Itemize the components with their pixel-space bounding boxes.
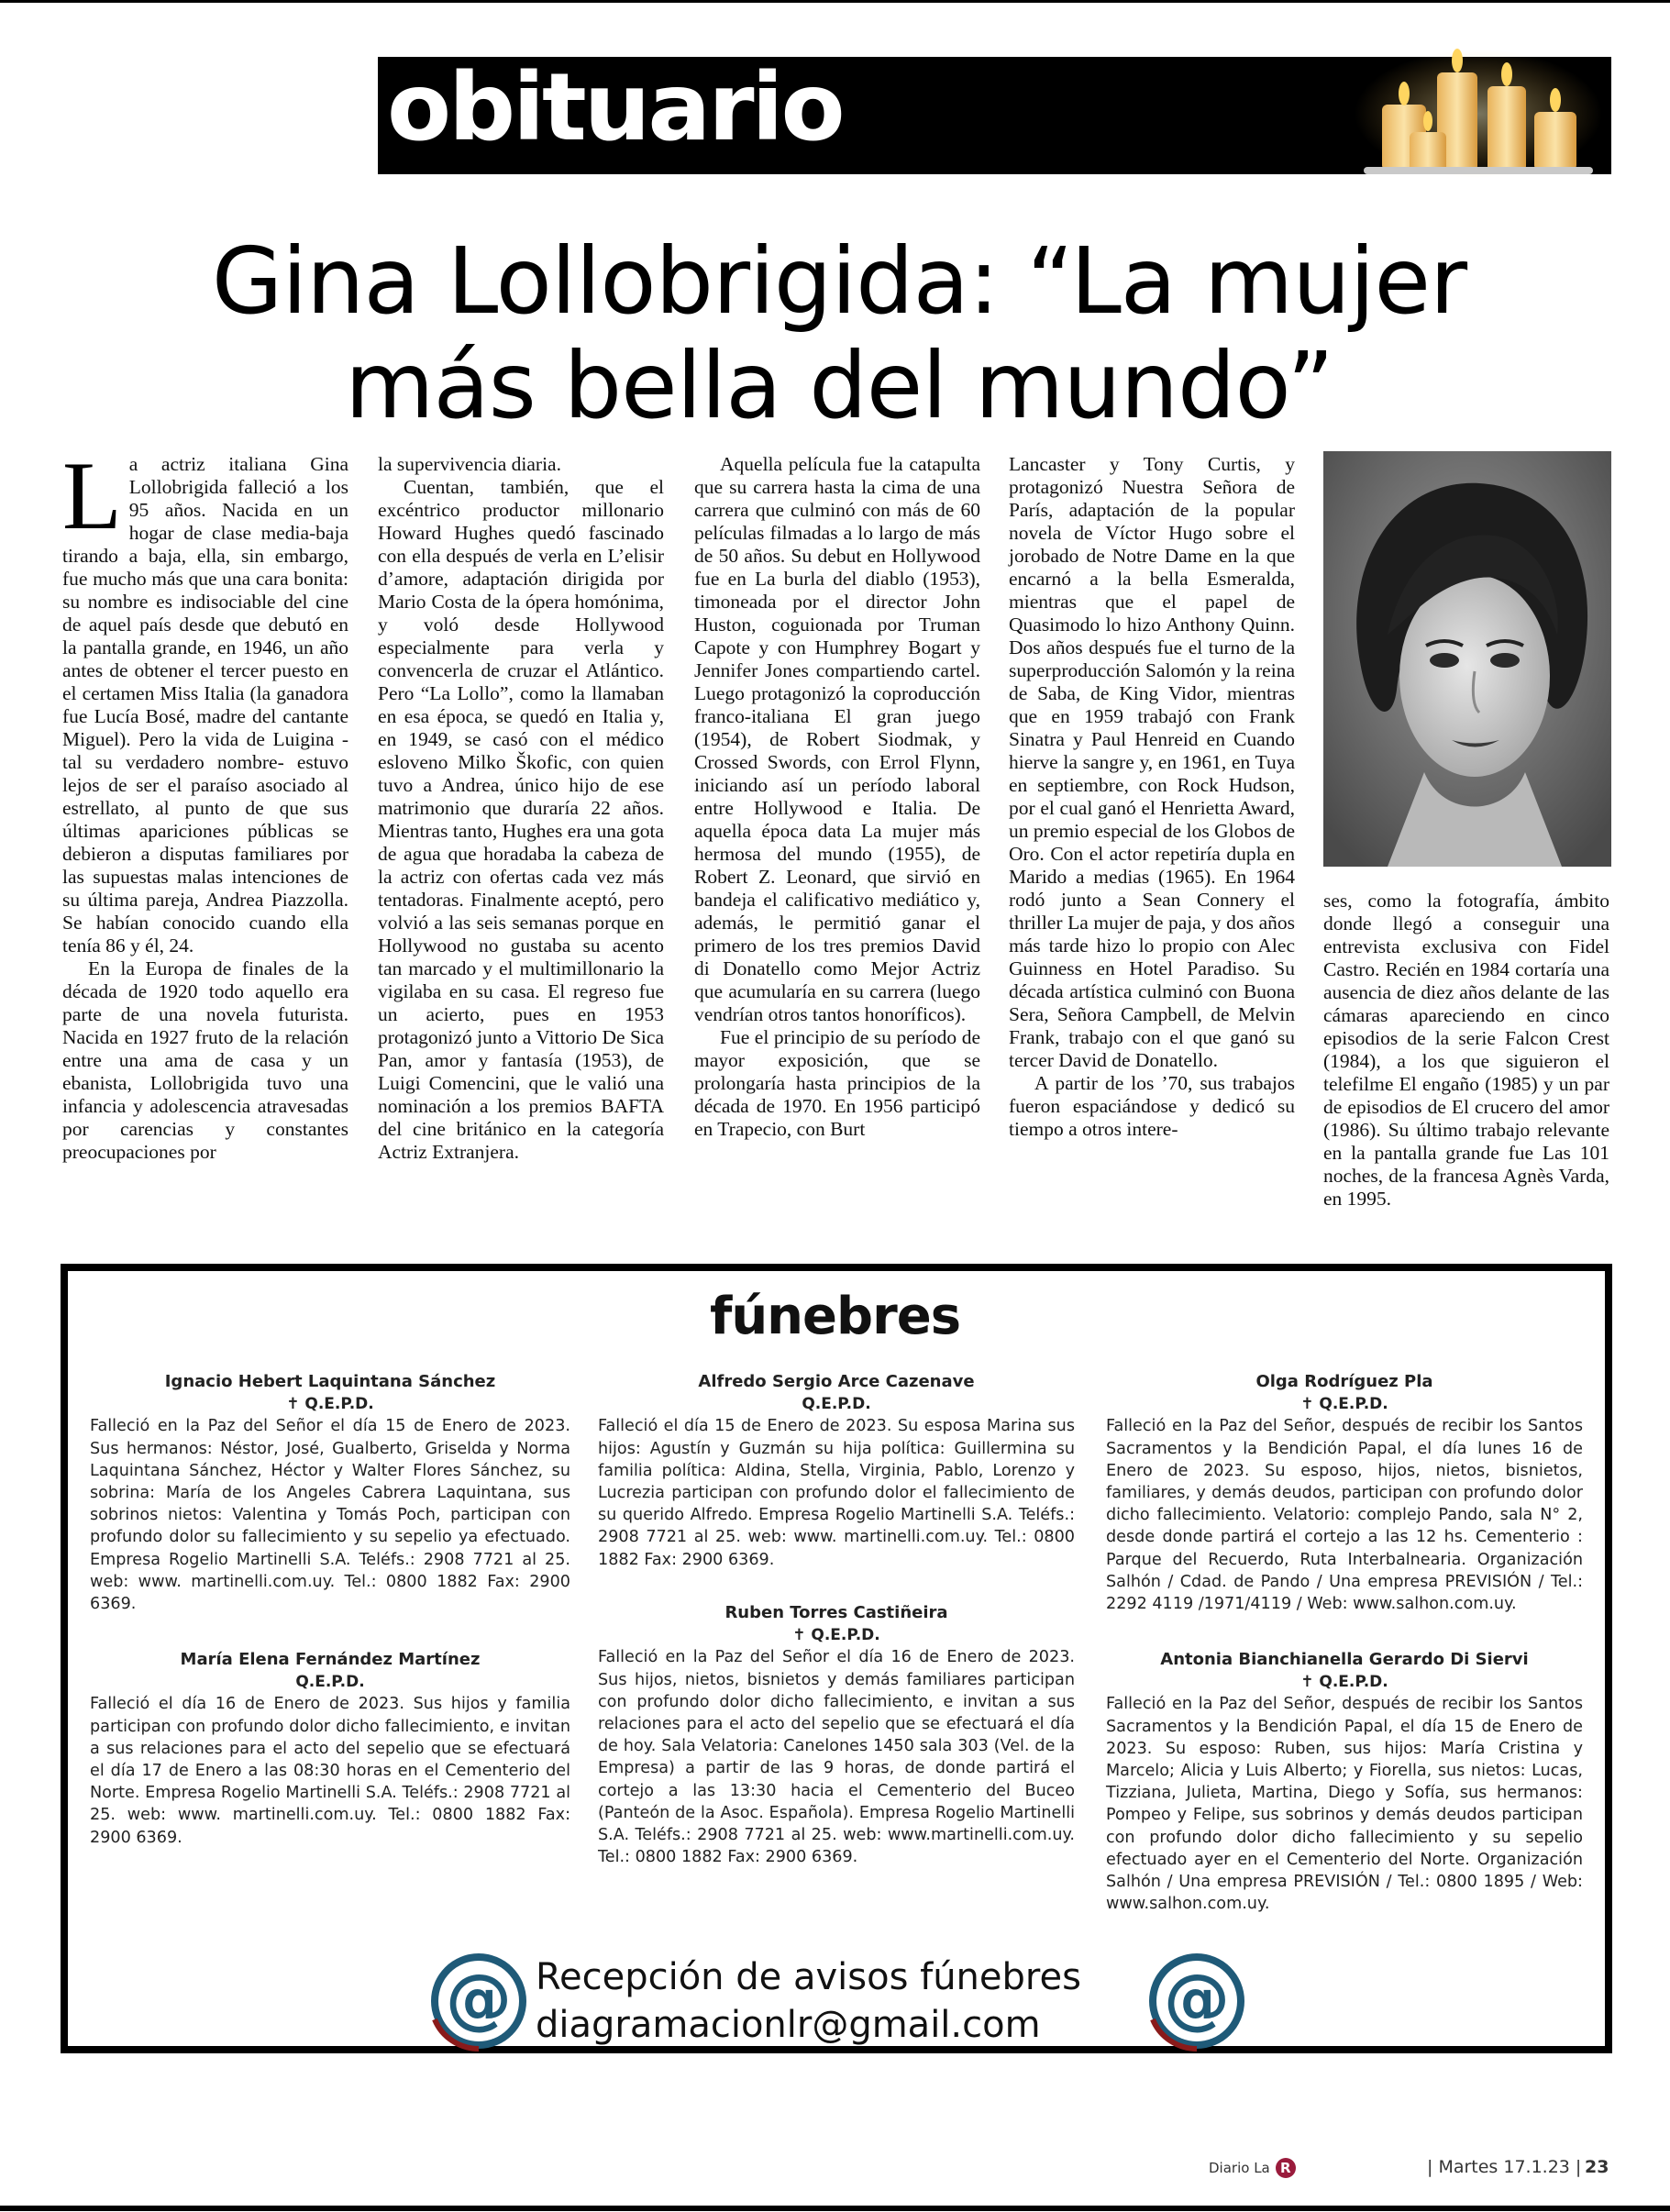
page-frame-top: [0, 0, 1670, 3]
section-banner: [378, 53, 1611, 174]
notice-qepd: ✝ Q.E.P.D.: [1300, 1673, 1388, 1692]
drop-cap: L: [62, 442, 122, 549]
at-sign-icon: [1142, 1946, 1252, 2056]
cta-heading: Recepción de avisos fúnebres: [536, 1956, 1081, 1998]
page-bottom-rule: [0, 2206, 1670, 2211]
notice-text: Falleció en la Paz del Señor el día 16 de Enero de 2023. Sus hijos, nietos, bisnietos y demás familiares participan con profundo dolor dicho fallecimiento, e invitan a sus relaciones para el acto del sepelio que se efectuará el día de hoy. Sala Velatoria: Canelones 1450 sala 303 (Vel. de la Empresa) a partir de las 9 horas, de donde partirá el cortejo a las 13:30 hacia el Cementerio del Buceo (Panteón de la Asoc. Española). Empresa Rogelio Martinelli S.A. Teléfs.: 2908 7721 al 25. web: www.martinelli.com.uy. Tel.: 0800 1882 Fax: 2900 6369.: [598, 1648, 1075, 1867]
notice-text: Falleció en la Paz del Señor, después de recibir los Santos Sacramentos y la Bendición Papal, el día 15 de Enero de 2023. Su esposo: Ruben, sus hijos: María Cristina y Marcelo; Alicia y Luis Alberto; y Fiorella, sus nietos: Lucas, Tizziana, Julieta, Martina, Diego y Sofía, sus hermanos: Pompeo y Felipe, sus sobrinos y demás deudos participan con profundo dolor dicho fallecimiento y su sepelio efectuado ayer en el Cementerio del Norte. Organización Salhón / Una empresa PREVISIÓN / Tel.: 0800 1895 / Web: www.salhon.com.uy.: [1106, 1695, 1583, 1914]
headline-line-1: Gina Lollobrigida: “La mujer: [211, 227, 1467, 335]
page-number: 23: [1585, 2157, 1609, 2177]
article-headline: [73, 229, 1605, 438]
funeral-notice: [598, 1371, 1075, 1571]
svg-text:@: @: [1164, 1960, 1230, 2037]
notice-text: Falleció el día 16 de Enero de 2023. Sus hijos y familia participan con profundo dolor dicho fallecimiento, e invitan a sus relaciones para el acto del sepelio que se efectuará el día 17 de Enero a las 08:30 horas en el Cementerio del Norte. Empresa Rogelio Martinelli S.A. Teléfs.: 2908 7721 al 25. web: www. martinelli.com.uy. Tel.: 0800 1882 Fax: 2900 6369.: [90, 1695, 570, 1847]
notice-text: Falleció el día 15 de Enero de 2023. Su esposa Marina sus hijos: Agustín y Guzmán su hija política: Guillermina su familia política: Aldina, Stella, Virginia, Pablo, Lorenzo y Lucrezia participan con profundo dolor el fallecimiento de su querido Alfredo. Empresa Rogelio Martinelli S.A. Teléfs.: 2908 7721 al 25. web: www. martinelli.com.uy. Tel.: 0800 1882 Fax: 2900 6369.: [598, 1417, 1075, 1569]
funeral-notice: [90, 1649, 570, 1849]
notice-qepd: Q.E.P.D.: [802, 1395, 871, 1414]
funeral-notice: [598, 1602, 1075, 1868]
notice-name: Olga Rodríguez Pla: [1255, 1372, 1433, 1391]
notice-name: Ignacio Hebert Laquintana Sánchez: [164, 1372, 496, 1391]
article-paragraph: la supervivencia diaria.: [378, 453, 561, 475]
article-paragraph: ses, como la fotografía, ámbito donde llegó a conseguir una entrevista exclusiva con Fidel Castro. Recién en 1984 cortaría una ausencia de diez años delante de las cámaras apareciendo en cinco episodios de la serie Falcon Crest (1984), a los que siguieron el telefilme El engaño (1985) y un par de episodios de El crucero del amor (1986). Su último trabajo relevante en la pantalla grande fue Las 101 noches, de la francesa Agnès Varda, en 1995.: [1323, 890, 1609, 1210]
article-paragraph: Aquella película fue la catapulta que su carrera hasta la cima de una carrera que culminó con más de 60 películas filmadas a lo largo de más de 50 años. Su debut en Hollywood fue en La burla del diablo (1953), timoneada por el director John Huston, coguionada por Truman Capote y con Humphrey Bogart y Jennifer Jones compartiendo cartel. Luego protagonizó la coproducción franco-italiana El gran juego (1954), de Robert Siodmak, y Crossed Swords, con Errol Flynn, iniciando así un período laboral entre Hollywood e Italia. De aquella época data La mujer más hermosa del mundo (1955), de Robert Z. Leonard, que sirvió en bandeja el calificativo mediático y, además, le permitió ganar el primero de los tres premios David di Donatello como Mejor Actriz que acumularía en su carrera (luego vendrían otros tantos honoríficos).: [694, 453, 980, 1025]
article-paragraph: Cuentan, también, que el excéntrico productor millonario Howard Hughes quedó fascinado con ella después de verla en L’elisir d’amore, adaptación dirigida por Mario Costa de la ópera homónima, y voló desde Hollywood especialmente para verla y convencerla de cruzar el Atlántico. Pero “La Lollo”, como la llamaban en esa época, se quedó en Italia y, en 1949, se casó con el médico esloveno Milko Škofic, con quien tuvo a Andrea, único hijo de ese matrimonio que duraría 22 años. Mientras tanto, Hughes era una gota de agua que horadaba la cabeza de la actriz con ofertas cada vez más tentadoras. Finalmente aceptó, pero volvió a las seis semanas porque en Hollywood no gustaba su acento tan marcado y el multimillonario la vigilaba en su casa. El regreso fue un acierto, pues en 1953 protagonizó junto a Vittorio De Sica Pan, amor y fantasía (1953), de Luigi Comencini, que le valió una nominación a los premios BAFTA del cine británico en la categoría Actriz Extranjera.: [378, 476, 664, 1163]
article-paragraph: [62, 442, 348, 957]
article-column-5: [1323, 890, 1609, 1211]
funeral-notice: [1106, 1371, 1583, 1615]
notice-text: Falleció en la Paz del Señor el día 15 de Enero de 2023. Sus hermanos: Néstor, José, Gualberto, Griselda y Norma Laquintana Sánchez, Héctor y Walter Flores Sánchez, su sobrina: María de los Angeles Cabrera Laquintana, sus sobrinos nietos: Valentina y Tomás Poch, participan con profundo dolor su fallecimiento y su sepelio ya efectuado. Empresa Rogelio Martinelli S.A. Teléfs.: 2908 7721 al 25. web: www. martinelli.com.uy. Tel.: 0800 1882 Fax: 2900 6369.: [90, 1417, 570, 1614]
notice-qepd: Q.E.P.D.: [295, 1673, 365, 1692]
svg-text:@: @: [446, 1960, 512, 2037]
notice-name: Ruben Torres Castiñeira: [724, 1603, 948, 1622]
footer-brand: [1209, 2157, 1296, 2178]
article-column-1: [62, 442, 348, 1164]
notice-qepd: ✝ Q.E.P.D.: [792, 1626, 880, 1645]
section-title: obituario: [387, 53, 843, 162]
notice-name: Alfredo Sergio Arce Cazenave: [698, 1372, 975, 1391]
article-column-4: [1009, 453, 1295, 1141]
article-column-3: [694, 453, 980, 1141]
notice-name: María Elena Fernández Martínez: [180, 1650, 481, 1669]
article-paragraph: Fue el principio de su período de mayor exposición, que se prolongaría hasta principios de la década de 1970. En 1956 participó en Trapecio, con Burt: [694, 1026, 980, 1140]
portrait-photo: [1323, 451, 1611, 867]
article-column-2: [378, 453, 664, 1164]
article-paragraph: En la Europa de finales de la década de 1920 todo aquello era parte de una novela futurista. Nacida en 1927 fruto de la relación entre una ama de casa y un ebanista, Lollobrigida tuvo una infancia y adolescencia atravesadas por carencias y constantes preocupaciones por: [62, 957, 348, 1163]
contact-email: diagramacionlr@gmail.com: [536, 2004, 1041, 2046]
footer-date: | Martes 17.1.23 |: [1427, 2157, 1582, 2177]
notice-qepd: ✝ Q.E.P.D.: [1300, 1395, 1388, 1414]
article-paragraph: Lancaster y Tony Curtis, y protagonizó Nuestra Señora de París, adaptación de la popular novela de Víctor Hugo sobre el jorobado de Notre Dame en la que encarnó a la bella Esmeralda, mientras que el papel de Quasimodo lo hizo Anthony Quinn. Dos años después fue el turno de la superproducción Salomón y la reina de Saba, de King Vidor, mientras que en 1959 trabajó con Frank Sinatra y Paul Henreid en Cuando hierve la sangre y, en 1961, en Tuya en septiembre, con Rock Hudson, por el cual ganó el Henrietta Award, un premio especial de los Globos de Oro. Con el actor repetiría dupla en Marido a medias (1965). En 1964 rodó junto a Sean Connery el thriller La mujer de paja, y dos años más tarde hizo lo propio con Alec Guinness en Hotel Paradiso. Su década artística culminó con Buona Sera, Señora Campbell, de Melvin Frank, trabajo con el que ganó su tercer David de Donatello.: [1009, 453, 1295, 1071]
funeral-notice: [90, 1371, 570, 1615]
headline-line-2: más bella del mundo”: [345, 332, 1333, 439]
notice-text: Falleció en la Paz del Señor, después de recibir los Santos Sacramentos y la Bendición Papal, el día lunes 16 de Enero de 2023. Su esposo, hijos, nietos, bisnietos, familiares, y demás deudos, participan con profundo dolor dicho fallecimiento. Velatorio: complejo Pando, sala N° 2, desde donde partirá el cortejo a las 12 hs. Cementerio : Parque del Recuerdo, Ruta Interbalnearia. Organización Salhón / Cdad. de Pando / Una empresa PREVISIÓN / Tel.: 2292 4119 /1971/4119 / Web: www.salhon.com.uy.: [1106, 1417, 1583, 1614]
brand-logo: R: [1276, 2158, 1296, 2178]
portrait-image: [1323, 451, 1611, 867]
funeral-notice: [1106, 1649, 1583, 1915]
funeral-notice-contact: [536, 1953, 1081, 2049]
paragraph-text: a actriz italiana Gina Lollobrigida falleció a los 95 años. Nacida en un hogar de clase media-baja tirando a baja, ella, sin embargo, fue mucho más que una cara bonita: su nombre es indisociable del cine de aquel país desde que debutó en la pantalla grande, en 1946, un año antes de obtener el tercer puesto en el certamen Miss Italia (la ganadora fue Lucía Bosé, madre del cantante Miguel). Pero la vida de Luigina -tal su verdadero nombre- estuvo lejos de ser el paraíso asociado al estrellato, al punto de que sus últimas apariciones públicas se debieron a disputas familiares por las supuestas malas intenciones de su última pareja, Andrea Piazzolla. Se habían conocido cuando ella tenía 86 y él, 24.: [62, 453, 348, 957]
at-sign-icon: [424, 1946, 534, 2056]
candles-icon: [1355, 40, 1602, 178]
brand-name: Diario La: [1209, 2160, 1270, 2176]
funebres-title: fúnebres: [709, 1287, 961, 1346]
notice-name: Antonia Bianchianella Gerardo Di Siervi: [1160, 1650, 1529, 1669]
article-paragraph: A partir de los ’70, sus trabajos fueron espaciándose y dedicó su tiempo a otros intere-: [1009, 1072, 1295, 1140]
notice-qepd: ✝ Q.E.P.D.: [286, 1395, 374, 1414]
